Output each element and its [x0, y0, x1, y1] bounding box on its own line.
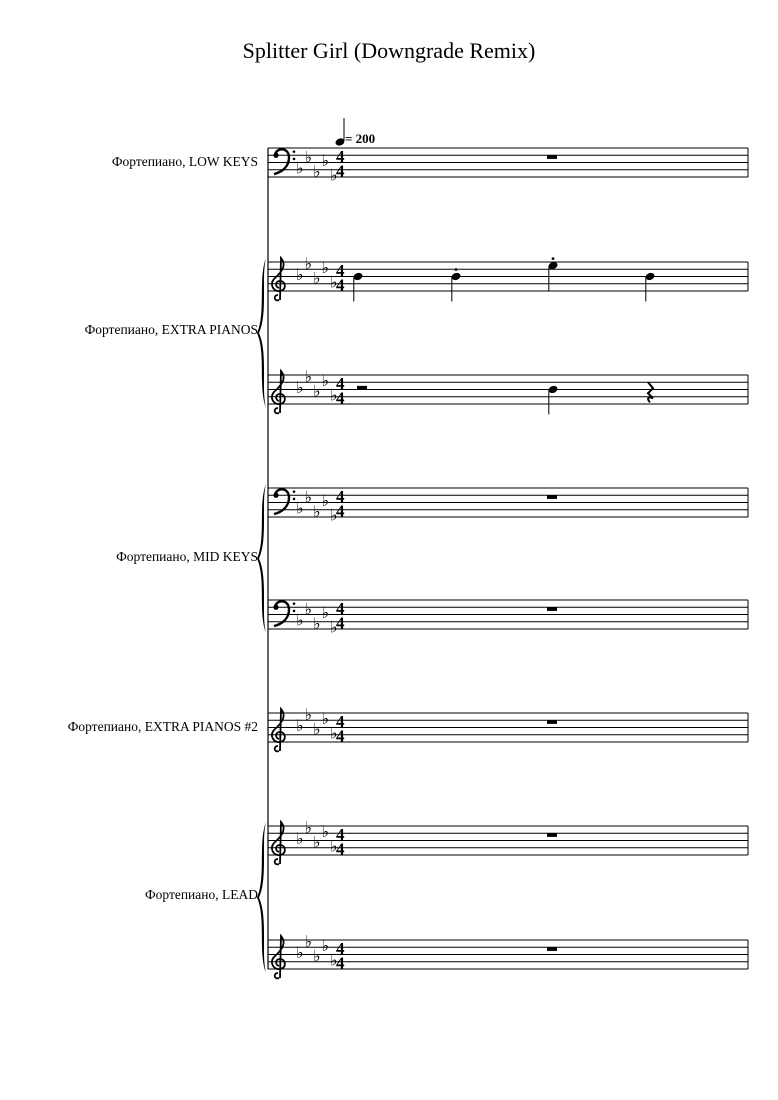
- half-rest: [357, 386, 367, 390]
- whole-rest: [547, 607, 557, 611]
- part-label-extra-pianos-2: Фортепиано, EXTRA PIANOS #2: [67, 719, 258, 734]
- tempo-marking: [335, 118, 376, 147]
- time-signature-numerator: 4: [336, 939, 345, 958]
- flat-icon: ♭: [321, 491, 330, 510]
- flat-icon: ♭: [304, 932, 313, 952]
- staff: [268, 367, 748, 414]
- time-signature-denominator: 4: [336, 726, 345, 746]
- flat-icon: ♭: [330, 272, 338, 292]
- score-title: Splitter Girl (Downgrade Remix): [242, 38, 536, 63]
- time-signature-numerator: 4: [336, 825, 345, 844]
- bass-clef-dot: [293, 490, 296, 493]
- flat-icon: ♭: [304, 599, 313, 619]
- brace: [257, 822, 266, 973]
- flat-icon: ♭: [304, 367, 313, 387]
- time-signature-denominator: 4: [336, 501, 345, 521]
- flat-icon: ♭: [304, 705, 313, 725]
- flat-icon: ♭: [330, 505, 338, 525]
- flat-icon: ♭: [330, 385, 338, 405]
- flat-icon: ♭: [313, 381, 321, 401]
- flat-icon: ♭: [330, 950, 338, 970]
- whole-rest: [547, 947, 557, 951]
- flat-icon: ♭: [330, 836, 338, 856]
- time-signature-denominator: 4: [336, 953, 345, 973]
- part-label-lead: Фортепиано, LEAD: [144, 887, 258, 902]
- quarter-rest: [648, 382, 653, 402]
- flat-icon: ♭: [330, 617, 338, 637]
- flat-icon: ♭: [296, 610, 304, 630]
- whole-rest: [547, 495, 557, 499]
- staff: [268, 147, 748, 185]
- flat-icon: ♭: [296, 265, 304, 284]
- staff: [268, 599, 748, 637]
- time-signature-denominator: 4: [336, 839, 345, 859]
- treble-clef-icon: [272, 936, 285, 978]
- bass-clef-dot: [293, 498, 296, 501]
- flat-icon: ♭: [304, 818, 313, 838]
- time-signature-numerator: 4: [336, 261, 345, 280]
- staff: [268, 818, 748, 864]
- flat-icon: ♭: [313, 946, 321, 966]
- flat-icon: ♭: [321, 935, 330, 955]
- part-label-low-keys: Фортепиано, LOW KEYS: [111, 154, 258, 169]
- flat-icon: ♭: [321, 370, 330, 390]
- treble-clef-icon: [272, 258, 285, 300]
- bass-clef-dot: [293, 150, 296, 153]
- time-signature-denominator: 4: [336, 388, 345, 408]
- staff: [268, 487, 748, 525]
- time-signature-numerator: 4: [336, 374, 345, 393]
- time-signature-numerator: 4: [336, 487, 345, 506]
- flat-icon: ♭: [321, 708, 330, 728]
- tempo-text: = 200: [345, 131, 376, 146]
- time-signature-numerator: 4: [336, 712, 345, 731]
- time-signature-denominator: 4: [336, 161, 345, 181]
- treble-clef-icon: [272, 822, 285, 864]
- brace: [257, 484, 266, 633]
- time-signature-numerator: 4: [336, 599, 345, 618]
- flat-icon: ♭: [321, 151, 330, 170]
- flat-icon: ♭: [304, 147, 313, 167]
- flat-icon: ♭: [330, 165, 338, 185]
- treble-clef-icon: [272, 709, 285, 751]
- flat-icon: ♭: [321, 821, 330, 841]
- bass-clef-dot: [273, 153, 278, 158]
- bass-clef-dot: [293, 158, 296, 161]
- staff: [268, 705, 748, 751]
- treble-clef-icon: [272, 371, 285, 413]
- flat-icon: ♭: [321, 603, 330, 622]
- part-label-extra-pianos: Фортепиано, EXTRA PIANOS: [84, 322, 258, 337]
- whole-rest: [547, 833, 557, 837]
- staff: [268, 254, 748, 301]
- flat-icon: ♭: [296, 943, 304, 962]
- flat-icon: ♭: [296, 378, 304, 397]
- flat-icon: ♭: [304, 254, 313, 274]
- bass-clef-dot: [273, 493, 278, 498]
- whole-rest: [547, 155, 557, 159]
- flat-icon: ♭: [313, 613, 321, 633]
- bass-clef-dot: [293, 610, 296, 613]
- flat-icon: ♭: [313, 268, 321, 288]
- flat-icon: ♭: [304, 487, 313, 507]
- time-signature-denominator: 4: [336, 275, 345, 295]
- flat-icon: ♭: [330, 723, 338, 743]
- flat-icon: ♭: [296, 498, 304, 518]
- flat-icon: ♭: [313, 719, 321, 739]
- flat-icon: ♭: [313, 832, 321, 852]
- flat-icon: ♭: [296, 716, 304, 735]
- staccato-dot: [552, 257, 555, 260]
- flat-icon: ♭: [296, 158, 304, 178]
- whole-rest: [547, 720, 557, 724]
- bass-clef-dot: [293, 602, 296, 605]
- flat-icon: ♭: [296, 829, 304, 848]
- brace: [257, 258, 266, 408]
- time-signature-numerator: 4: [336, 147, 345, 166]
- flat-icon: ♭: [321, 257, 330, 277]
- bass-clef-dot: [273, 605, 278, 610]
- flat-icon: ♭: [313, 161, 321, 181]
- part-label-mid-keys: Фортепиано, MID KEYS: [116, 549, 258, 564]
- time-signature-denominator: 4: [336, 613, 345, 633]
- staccato-dot: [455, 268, 458, 271]
- staff: [268, 932, 748, 978]
- flat-icon: ♭: [313, 501, 321, 521]
